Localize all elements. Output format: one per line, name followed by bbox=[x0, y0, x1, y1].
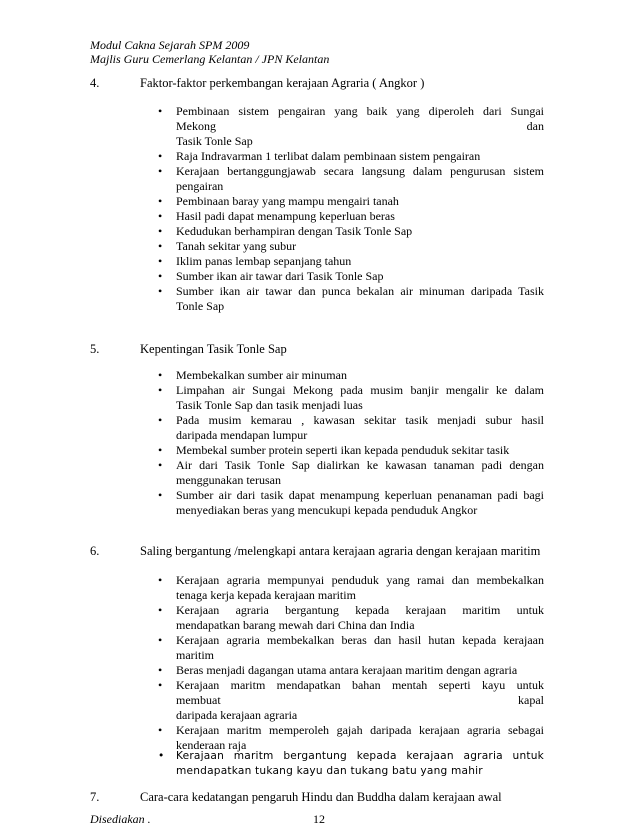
bullet-item bbox=[158, 149, 544, 164]
bullet-text-line: kenderaan raja bbox=[176, 738, 247, 752]
bullet-text-line: Raja Indravarman 1 terlibat dalam pembinaan sistem pengairan bbox=[176, 149, 481, 163]
bullet-dot-icon: • bbox=[158, 194, 163, 208]
bullet-dot-icon: • bbox=[158, 224, 163, 238]
bullet-text-line: Sumber ikan air tawar dari Tasik Tonle Sap bbox=[176, 269, 384, 283]
bullet-item bbox=[158, 194, 544, 209]
bullet-text-line: menyediakan beras yang mencukupi kepada penduduk Angkor bbox=[176, 503, 478, 517]
bullet-item bbox=[158, 458, 544, 488]
bullet-text-line: Pembinaan sistem pengairan yang baik yang diperoleh dari Sungai bbox=[176, 104, 544, 118]
bullet-dot-icon: • bbox=[158, 383, 163, 397]
bullet-text-line: mendapatkan tukang kayu dan tukang batu yang mahir bbox=[176, 765, 483, 777]
bullet-text-line: Mekong dan bbox=[176, 119, 544, 133]
bullet-item bbox=[158, 678, 544, 723]
section-6-title: Saling bergantung /melengkapi antara kerajaan agraria dengan kerajaan maritim bbox=[140, 544, 541, 558]
section-6-bullet-list-continued bbox=[158, 749, 544, 779]
bullet-item bbox=[158, 633, 544, 663]
bullet-text-line: daripada kerajaan agraria bbox=[176, 708, 298, 722]
bullet-text-line: Kerajaan bertanggungjawab secara langsung dalam pengurusan sistem bbox=[176, 164, 544, 178]
bullet-item bbox=[158, 573, 544, 603]
bullet-text-line: Kerajaan agraria mempunyai penduduk yang ramai dan membekalkan bbox=[176, 573, 544, 587]
bullet-text-line: Membekal sumber protein seperti ikan kepada penduduk sekitar tasik bbox=[176, 443, 510, 457]
bullet-text-line: Pada musim kemarau , kawasan sekitar tasik menjadi subur hasil bbox=[176, 413, 544, 427]
bullet-dot-icon: • bbox=[158, 209, 163, 223]
section-6-number: 6. bbox=[90, 544, 100, 558]
bullet-text-line: Kedudukan berhampiran dengan Tasik Tonle Sap bbox=[176, 224, 413, 238]
bullet-dot-icon: • bbox=[158, 104, 163, 118]
bullet-text-line: pengairan bbox=[176, 179, 224, 193]
bullet-text-line: maritim bbox=[176, 648, 214, 662]
bullet-dot-icon: • bbox=[158, 239, 163, 253]
bullet-text-line: Sumber air dari tasik dapat menampung keperluan penanaman padi bagi bbox=[176, 488, 544, 502]
bullet-item bbox=[158, 104, 544, 149]
bullet-text-line: Kerajaan agraria membekalkan beras dan hasil hutan kepada kerajaan bbox=[176, 633, 544, 647]
bullet-dot-icon: • bbox=[158, 458, 163, 472]
bullet-text-line: Kerajaan agraria bergantung kepada kerajaan maritim untuk bbox=[176, 603, 544, 617]
bullet-dot-icon: • bbox=[158, 164, 163, 178]
bullet-text-line: tenaga kerja kepada kerajaan maritim bbox=[176, 588, 356, 602]
bullet-text-line: daripada mendapan lumpur bbox=[176, 428, 308, 442]
bullet-text-line: Tasik Tonle Sap dan tasik menjadi luas bbox=[176, 398, 363, 412]
bullet-text-line: Tonle Sap bbox=[176, 299, 225, 313]
bullet-dot-icon: • bbox=[158, 663, 163, 677]
bullet-text-line: Kerajaan maritm bergantung kepada kerajaan agraria untuk bbox=[176, 750, 544, 762]
bullet-item bbox=[158, 254, 544, 269]
bullet-text-line: Pembinaan baray yang mampu mengairi tanah bbox=[176, 194, 399, 208]
footer-prepared-by: Disediakan . bbox=[90, 812, 151, 826]
bullet-text-line: Iklim panas lembap sepanjang tahun bbox=[176, 254, 352, 268]
bullet-dot-icon: • bbox=[158, 573, 163, 587]
bullet-dot-icon: • bbox=[158, 678, 163, 692]
bullet-text-line: Hasil padi dapat menampung keperluan beras bbox=[176, 209, 395, 223]
section-7-number: 7. bbox=[90, 790, 100, 804]
bullet-dot-icon: • bbox=[158, 750, 165, 762]
section-5-bullet-list bbox=[158, 368, 544, 518]
bullet-item bbox=[158, 224, 544, 239]
bullet-item bbox=[158, 443, 544, 458]
bullet-dot-icon: • bbox=[158, 254, 163, 268]
bullet-item bbox=[158, 663, 544, 678]
bullet-dot-icon: • bbox=[158, 603, 163, 617]
header-module-title: Modul Cakna Sejarah SPM 2009 bbox=[90, 38, 250, 52]
bullet-text-line: membuat kapal bbox=[176, 693, 544, 707]
footer-page-number: 12 bbox=[313, 812, 325, 826]
bullet-item bbox=[158, 164, 544, 194]
bullet-item bbox=[158, 413, 544, 443]
bullet-item bbox=[158, 209, 544, 224]
section-5-title: Kepentingan Tasik Tonle Sap bbox=[140, 342, 287, 356]
section-4-bullet-list bbox=[158, 104, 544, 314]
bullet-dot-icon: • bbox=[158, 488, 163, 502]
bullet-text-line: Kerajaan maritm memperoleh gajah daripada kerajaan agraria sebagai bbox=[176, 723, 544, 737]
bullet-text-line: Tanah sekitar yang subur bbox=[176, 239, 297, 253]
bullet-item bbox=[158, 749, 544, 779]
bullet-dot-icon: • bbox=[158, 723, 163, 737]
bullet-item bbox=[158, 603, 544, 633]
bullet-text-line: Beras menjadi dagangan utama antara kerajaan maritim dengan agraria bbox=[176, 663, 518, 677]
bullet-text-line: Tasik Tonle Sap bbox=[176, 134, 253, 148]
bullet-item bbox=[158, 488, 544, 518]
bullet-text-line: Air dari Tasik Tonle Sap dialirkan ke kawasan tanaman padi dengan bbox=[176, 458, 544, 472]
section-6-bullet-list bbox=[158, 573, 544, 753]
section-7-title: Cara-cara kedatangan pengaruh Hindu dan Buddha dalam kerajaan awal bbox=[140, 790, 502, 804]
bullet-text-line: menggunakan terusan bbox=[176, 473, 281, 487]
bullet-text-line: Sumber ikan air tawar dan punca bekalan air minuman daripada Tasik bbox=[176, 284, 544, 298]
bullet-text-line: mendapatkan barang mewah dari China dan India bbox=[176, 618, 415, 632]
bullet-text-line: Kerajaan maritm mendapatkan bahan mentah seperti kayu untuk bbox=[176, 678, 544, 692]
section-5-number: 5. bbox=[90, 342, 100, 356]
bullet-text-line: Membekalkan sumber air minuman bbox=[176, 368, 347, 382]
bullet-item bbox=[158, 269, 544, 284]
header-organization: Majlis Guru Cemerlang Kelantan / JPN Kelantan bbox=[90, 52, 330, 66]
bullet-dot-icon: • bbox=[158, 633, 163, 647]
bullet-item bbox=[158, 284, 544, 314]
bullet-text-line: Limpahan air Sungai Mekong pada musim banjir mengalir ke dalam bbox=[176, 383, 544, 397]
bullet-dot-icon: • bbox=[158, 443, 163, 457]
bullet-dot-icon: • bbox=[158, 149, 163, 163]
section-4-title: Faktor-faktor perkembangan kerajaan Agraria ( Angkor ) bbox=[140, 76, 425, 90]
bullet-dot-icon: • bbox=[158, 413, 163, 427]
bullet-item bbox=[158, 239, 544, 254]
bullet-item bbox=[158, 383, 544, 413]
bullet-dot-icon: • bbox=[158, 368, 163, 382]
section-4-number: 4. bbox=[90, 76, 100, 90]
bullet-item bbox=[158, 368, 544, 383]
bullet-dot-icon: • bbox=[158, 284, 163, 298]
bullet-dot-icon: • bbox=[158, 269, 163, 283]
